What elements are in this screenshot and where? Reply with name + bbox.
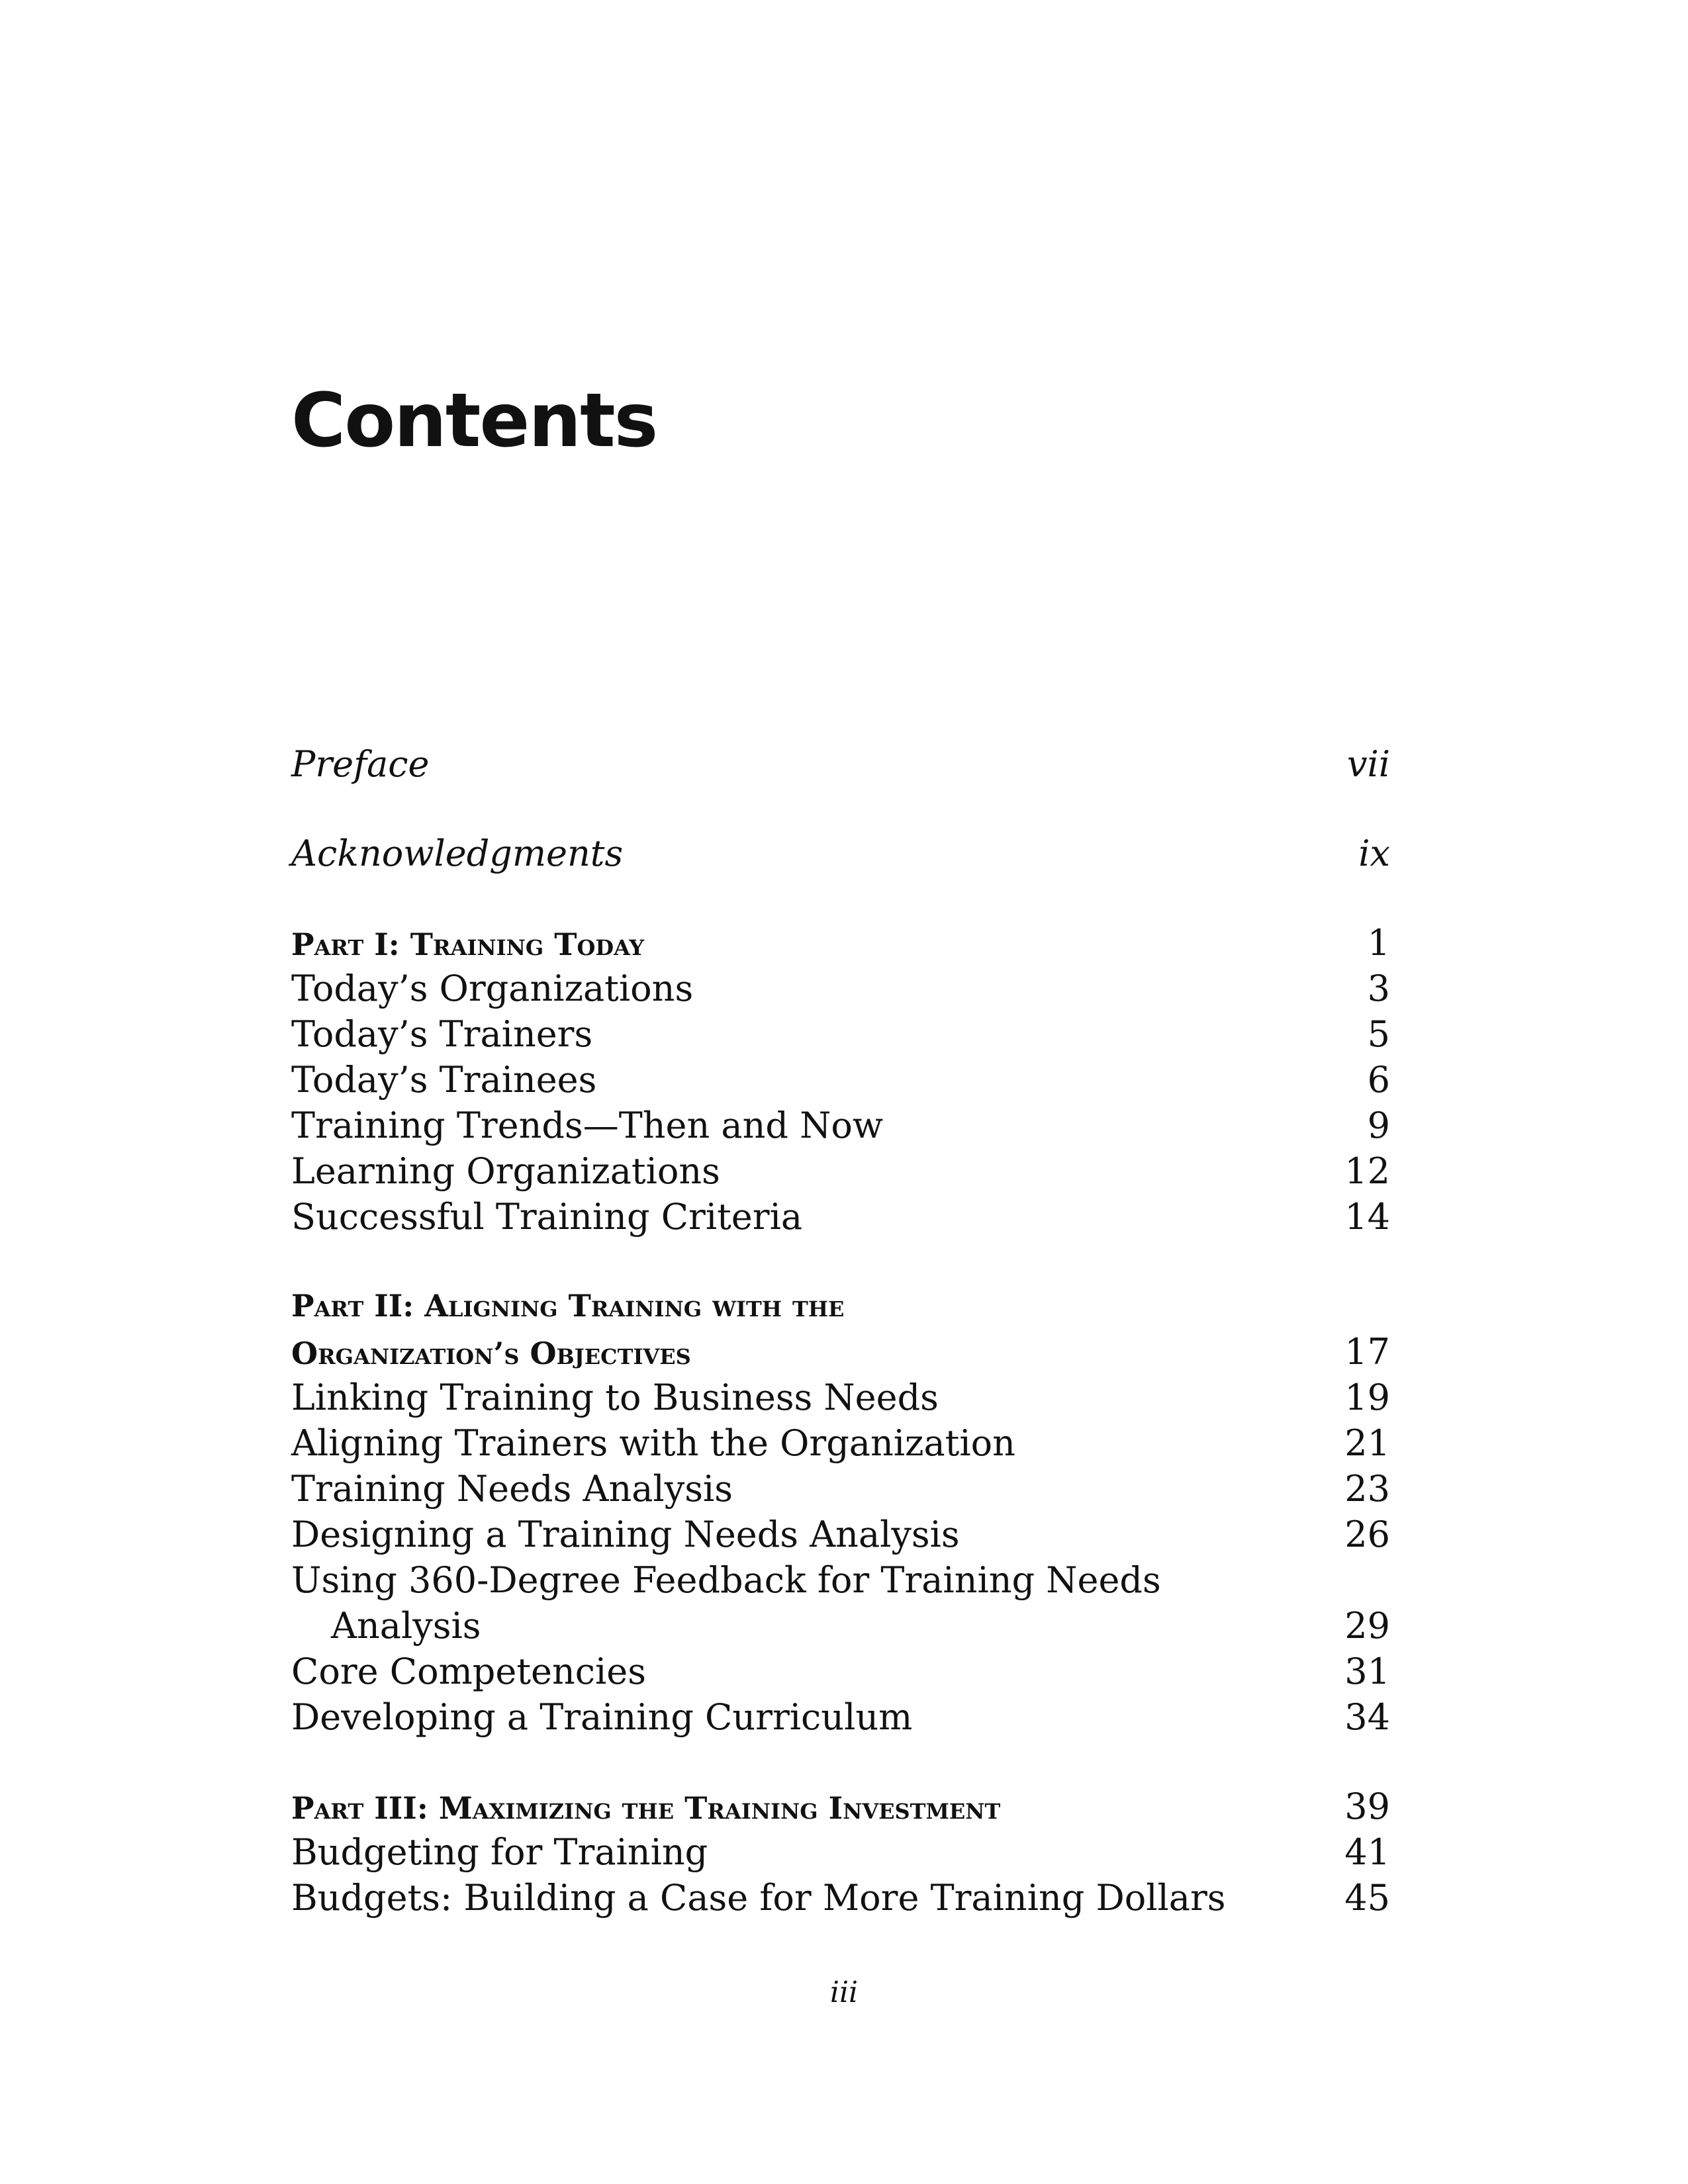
toc-entry[interactable] — [291, 1103, 1390, 1148]
toc-entry-page: 23 — [1344, 1468, 1390, 1510]
toc-entry-title: Designing a Training Needs Analysis — [291, 1514, 960, 1555]
toc-entry-page: 19 — [1344, 1377, 1390, 1418]
toc-entry-line2[interactable] — [291, 1603, 1390, 1649]
toc-part-title: Part III: Maximizing the Training Investment — [291, 1790, 1001, 1826]
toc-part-title: Part I: Training Today — [291, 927, 645, 962]
toc-entry[interactable] — [291, 1194, 1390, 1240]
toc-entry-page: 29 — [1344, 1605, 1390, 1647]
toc-entry-title: Budgets: Building a Case for More Training Dollars — [291, 1877, 1226, 1919]
page-number: iii — [829, 1976, 859, 2009]
toc-entry-title: Preface — [291, 743, 430, 785]
toc-entry-page: 1 — [1367, 922, 1390, 964]
toc-entry[interactable] — [291, 1649, 1390, 1694]
toc-entry-page: vii — [1346, 743, 1390, 785]
toc-entry-page: 39 — [1344, 1786, 1390, 1827]
toc-entry[interactable] — [291, 1011, 1390, 1057]
toc-entry-page: 14 — [1344, 1196, 1390, 1238]
toc-entry-title: Today’s Trainers — [291, 1013, 593, 1055]
toc-entry[interactable] — [291, 1829, 1390, 1875]
toc-entry-title: Learning Organizations — [291, 1150, 720, 1192]
toc-entry-title: Training Trends—Then and Now — [291, 1105, 884, 1146]
toc-entry-page: 26 — [1344, 1514, 1390, 1555]
toc-entry-page: 31 — [1344, 1651, 1390, 1692]
toc-entry-acknowledgments[interactable] — [291, 831, 1390, 876]
toc-entry-title: Linking Training to Business Needs — [291, 1377, 939, 1418]
toc-entry[interactable] — [291, 1512, 1390, 1557]
toc-part-heading-2-line2[interactable] — [291, 1329, 1390, 1375]
toc-entry-title: Developing a Training Curriculum — [291, 1696, 913, 1738]
toc-entry-title: Successful Training Criteria — [291, 1196, 803, 1238]
toc-entry-title: Today’s Trainees — [291, 1059, 597, 1101]
toc-entry[interactable] — [291, 1466, 1390, 1512]
toc-part-heading-2-line1[interactable] — [291, 1283, 1390, 1329]
toc-entry-title: Acknowledgments — [291, 833, 624, 874]
table-of-contents — [291, 741, 1390, 1921]
toc-entry-page: 45 — [1344, 1877, 1390, 1919]
toc-entry-page: 5 — [1367, 1013, 1390, 1055]
toc-entry-preface[interactable] — [291, 741, 1390, 787]
toc-entry[interactable] — [291, 1375, 1390, 1420]
toc-part-heading-1[interactable] — [291, 920, 1390, 966]
toc-entry-title: Today’s Organizations — [291, 968, 694, 1009]
toc-entry[interactable] — [291, 1420, 1390, 1466]
toc-entry-title: Aligning Trainers with the Organization — [291, 1422, 1015, 1464]
toc-part-title: Organization’s Objectives — [291, 1336, 691, 1371]
toc-entry-title-continued: Analysis — [331, 1605, 481, 1647]
toc-entry-page: 21 — [1344, 1422, 1390, 1464]
toc-entry-title: Core Competencies — [291, 1651, 646, 1692]
toc-entry[interactable] — [291, 1057, 1390, 1103]
toc-entry-page: 41 — [1344, 1831, 1390, 1873]
toc-entry-line1[interactable] — [291, 1557, 1390, 1603]
toc-part-title: Part II: Aligning Training with the — [291, 1288, 845, 1324]
toc-entry-page: 34 — [1344, 1696, 1390, 1738]
toc-entry[interactable] — [291, 966, 1390, 1011]
toc-entry-title: Budgeting for Training — [291, 1831, 708, 1873]
toc-entry-title: Using 360-Degree Feedback for Training Needs — [291, 1559, 1161, 1601]
toc-entry-page: 3 — [1367, 968, 1390, 1009]
toc-entry[interactable] — [291, 1694, 1390, 1740]
toc-entry[interactable] — [291, 1148, 1390, 1194]
page-title: Contents — [291, 378, 657, 464]
toc-entry-page: ix — [1358, 833, 1390, 874]
toc-entry-page: 12 — [1344, 1150, 1390, 1192]
toc-entry-page: 6 — [1367, 1059, 1390, 1101]
toc-part-heading-3[interactable] — [291, 1784, 1390, 1829]
toc-entry-title: Training Needs Analysis — [291, 1468, 733, 1510]
toc-entry[interactable] — [291, 1875, 1390, 1921]
toc-entry-page: 17 — [1344, 1331, 1390, 1373]
toc-entry-page: 9 — [1367, 1105, 1390, 1146]
